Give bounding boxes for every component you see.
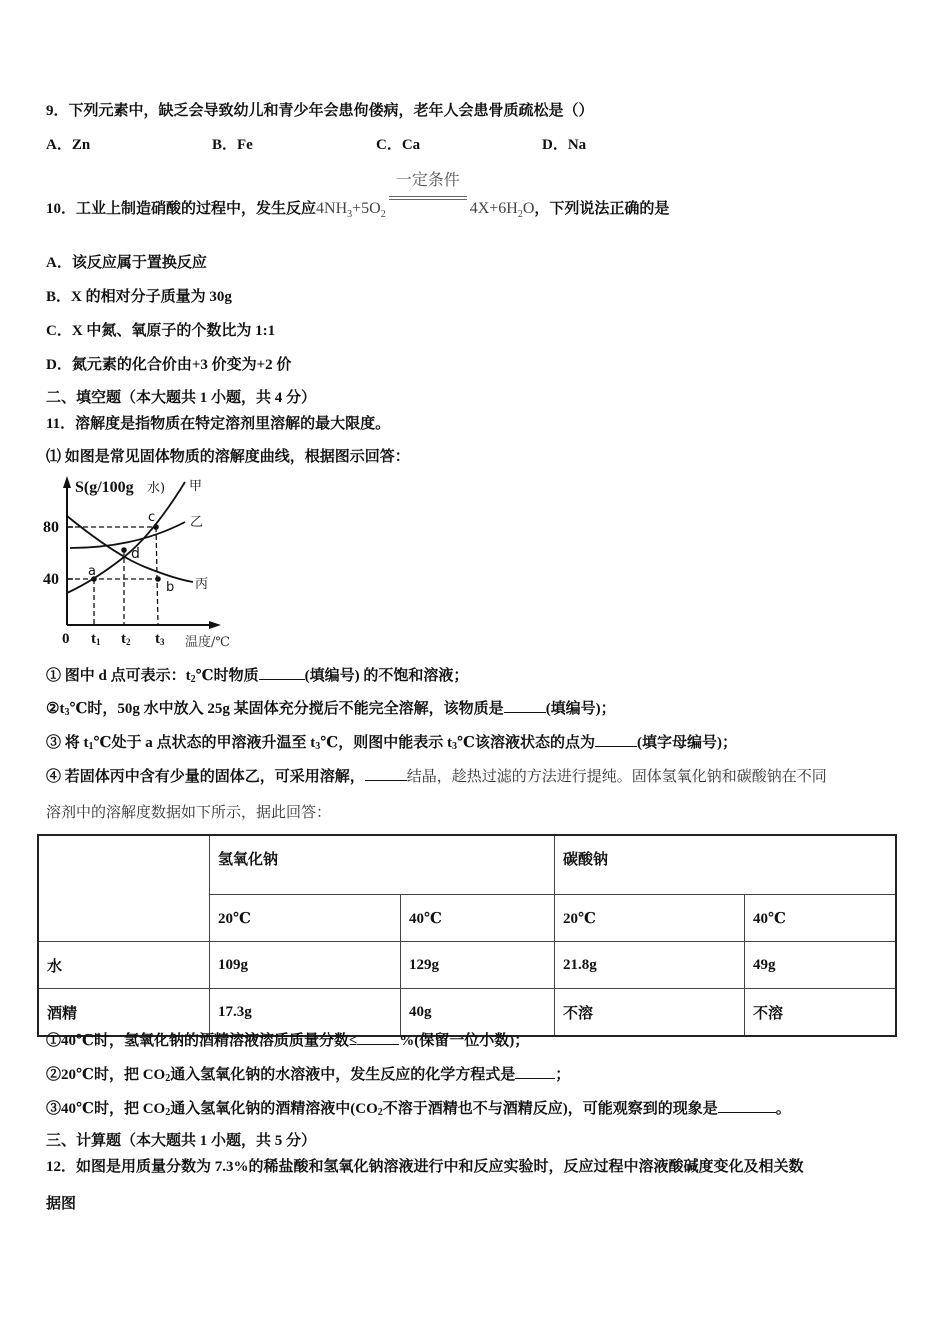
table-cell: 21.8g <box>555 942 745 989</box>
q10-option-c: C．X 中氮、氧原子的个数比为 1:1 <box>46 323 276 339</box>
answer-blank[interactable] <box>515 1064 555 1079</box>
sub3-text-b: ℃处于 a 点状态的甲溶液升温至 t <box>93 735 316 751</box>
q11-part2-q2 <box>46 1064 570 1089</box>
sub3-text-d: ℃该溶液状态的点为 <box>456 735 595 751</box>
subscript: 1 <box>88 741 94 752</box>
answer-blank[interactable] <box>718 1098 776 1113</box>
table-cell: 不溶 <box>555 989 745 1037</box>
subscript: 2 <box>165 1073 171 1084</box>
q10-option-d: D．氮元素的化合价由+3 价变为+2 价 <box>46 357 292 373</box>
part2-q2-text-b: 通入氢氧化钠的水溶液中，发生反应的化学方程式是 <box>170 1067 516 1083</box>
part2-q2-text-c: ； <box>555 1067 571 1083</box>
subscript: 3 <box>315 741 321 752</box>
sub2-text-a: ②t <box>46 701 65 717</box>
answer-blank[interactable] <box>259 665 305 680</box>
part2-q1-text-b: %(保留一位小数)； <box>399 1033 530 1049</box>
table-header-na2co3: 碳酸钠 <box>555 835 897 895</box>
svg-text:S(g/100g: S(g/100g <box>75 479 134 496</box>
subscript: 2 <box>190 674 196 685</box>
svg-text:0: 0 <box>62 631 70 647</box>
q9-option-a: A．Zn <box>46 137 91 153</box>
subscript: 2 <box>165 1107 171 1118</box>
table-row-label: 水 <box>38 942 210 989</box>
sub3-text-c: ℃，则图中能表示 t <box>320 735 452 751</box>
q11-sub3 <box>46 732 737 757</box>
table-cell: 109g <box>210 942 401 989</box>
table-row <box>38 989 896 1037</box>
table-cell: 40g <box>401 989 555 1037</box>
sub2-text-b: ℃时，50g 水中放入 25g 某固体充分搅后不能完全溶解，该物质是 <box>69 701 504 717</box>
q9-option-d: D．Na <box>542 137 587 153</box>
table-cell: 49g <box>745 942 897 989</box>
q9-option-c: C．Ca <box>376 137 421 153</box>
q10-option-a: A．该反应属于置换反应 <box>46 255 207 271</box>
table-cell: 不溶 <box>745 989 897 1037</box>
question-10-stem <box>46 172 670 225</box>
table-cell: 17.3g <box>210 989 401 1037</box>
solubility-table <box>37 834 897 1037</box>
svg-text:80: 80 <box>43 519 59 536</box>
q9-option-b: B．Fe <box>212 137 253 153</box>
sub3-text-a: ③ 将 t <box>46 735 89 751</box>
solubility-curve-chart <box>35 470 265 660</box>
sub4-text-b: 结晶，趁热过滤的方法进行提纯。固体氢氧化钠和碳酸钠在不同 <box>406 769 827 785</box>
table-row <box>38 942 896 989</box>
q11-sub4 <box>46 766 827 787</box>
sub1-text-b: ℃时物质 <box>195 668 259 684</box>
table-subheader: 20℃ <box>210 895 401 942</box>
part2-q3-text-d: 。 <box>775 1101 791 1117</box>
section-3-title: 三、计算题（本大题共 1 小题，共 5 分） <box>46 1133 317 1149</box>
q11-sub1 <box>46 665 468 690</box>
sub1-text-a: ① 图中 d 点可表示：t <box>46 668 191 684</box>
question-11-stem: 11．溶解度是指物质在特定溶剂里溶解的最大限度。 <box>46 416 391 432</box>
reaction-condition: 一定条件 <box>395 172 460 189</box>
eq-o-end: O <box>522 200 535 217</box>
svg-text:水): 水) <box>147 481 166 496</box>
answer-blank[interactable] <box>357 1030 399 1045</box>
table-subheader: 20℃ <box>555 895 745 942</box>
svg-text:温度/℃: 温度/℃ <box>185 635 230 650</box>
part2-q1-text-a: ①40℃时，氢氧化钠的酒精溶液溶质质量分数≤ <box>46 1033 358 1049</box>
answer-blank[interactable] <box>365 766 407 781</box>
part2-q3-text-a: ③40℃时，把 CO <box>46 1101 166 1117</box>
q11-table-intro: 溶剂中的溶解度数据如下所示，据此回答： <box>46 805 332 821</box>
section-2-title: 二、填空题（本大题共 1 小题，共 4 分） <box>46 390 317 406</box>
sub4-text-a: ④ 若固体丙中含有少量的固体乙，可采用溶解， <box>46 769 365 785</box>
answer-blank[interactable] <box>504 698 546 713</box>
reaction-condition-arrow <box>389 172 467 213</box>
table-header-row <box>38 835 896 895</box>
q11-part2-q1 <box>46 1030 529 1051</box>
part2-q3-text-c: 不溶于酒精也不与酒精反应)，可能观察到的现象是 <box>382 1101 718 1117</box>
table-header-naoh: 氢氧化钠 <box>210 835 555 895</box>
question-12-stem-line1: 12．如图是用质量分数为 7.3%的稀盐酸和氢氧化钠溶液进行中和反应实验时，反应过程中溶液酸碱度变化及相关数 <box>46 1159 804 1175</box>
sub1-text-c: (填编号) 的不饱和溶液； <box>304 668 469 684</box>
chemical-equation <box>316 172 535 225</box>
svg-text:t2: t2 <box>121 631 131 647</box>
svg-text:t1: t1 <box>91 631 101 647</box>
table-subheader: 40℃ <box>401 895 555 942</box>
part2-q2-text-a: ②20℃时，把 CO <box>46 1067 166 1083</box>
svg-text:b: b <box>166 580 175 595</box>
q11-part1-intro: ⑴ 如图是常见固体物质的溶解度曲线，根据图示回答： <box>46 449 410 465</box>
part2-q3-text-b: 通入氢氧化钠的酒精溶液中(CO <box>170 1101 378 1117</box>
sub2-text-c: (填编号)； <box>545 701 616 717</box>
eq-sub: 3 <box>347 209 353 221</box>
eq-nh: 4NH <box>316 200 348 217</box>
eq-sub: 2 <box>380 209 386 221</box>
q10-stem-suffix: ，下列说法正确的是 <box>534 201 670 217</box>
table-cell: 129g <box>401 942 555 989</box>
answer-blank[interactable] <box>595 732 637 747</box>
eq-products: 4X+6H <box>469 200 518 217</box>
question-12-stem-line2: 据图 <box>46 1196 77 1212</box>
table-subheader: 40℃ <box>745 895 897 942</box>
sub3-text-e: (填字母编号)； <box>636 735 737 751</box>
q11-part2-q3 <box>46 1098 791 1123</box>
table-row-label: 酒精 <box>38 989 210 1037</box>
svg-text:甲: 甲 <box>189 479 203 494</box>
q11-sub2 <box>46 698 616 723</box>
subscript: 3 <box>64 707 70 718</box>
svg-text:c: c <box>148 510 156 525</box>
q10-option-b: B．X 的相对分子质量为 30g <box>46 289 232 305</box>
svg-text:乙: 乙 <box>190 515 204 530</box>
table-corner-cell <box>38 835 210 942</box>
eq-o: +5O <box>352 200 381 217</box>
subscript: 3 <box>451 741 457 752</box>
svg-text:t3: t3 <box>155 631 165 647</box>
svg-text:40: 40 <box>43 571 59 588</box>
question-9-stem: 9．下列元素中，缺乏会导致幼儿和青少年会患佝偻病，老年人会患骨质疏松是（） <box>46 103 594 119</box>
svg-text:丙: 丙 <box>195 577 209 592</box>
svg-text:d: d <box>131 546 140 562</box>
eq-sub: 2 <box>517 209 523 221</box>
q10-stem-prefix: 10．工业上制造硝酸的过程中，发生反应 <box>46 201 317 217</box>
subscript: 2 <box>377 1107 383 1118</box>
svg-text:a: a <box>88 564 96 579</box>
